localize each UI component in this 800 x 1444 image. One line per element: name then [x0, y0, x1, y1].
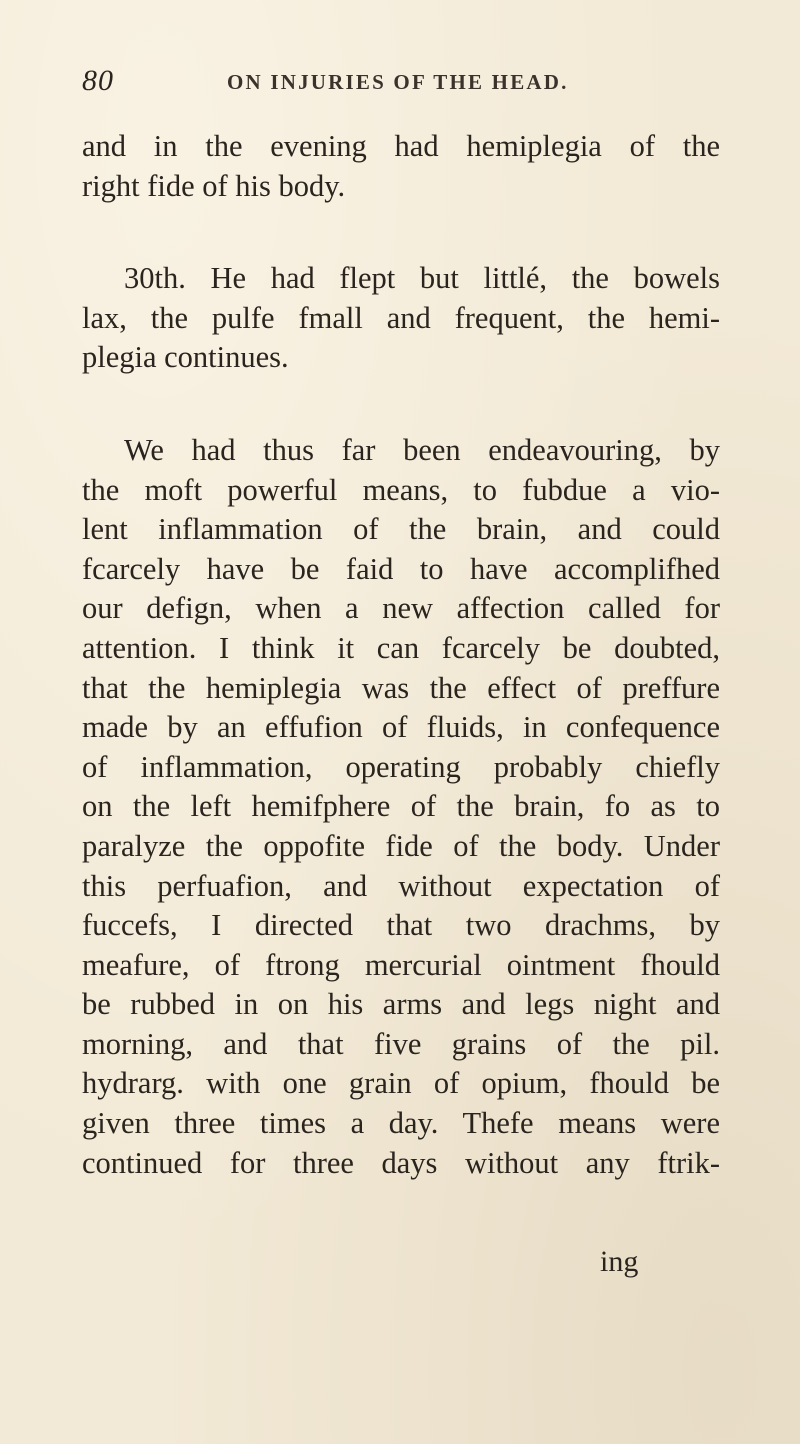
text-line: continued for three days without any ftrik-: [82, 1145, 720, 1180]
paragraph-1: [82, 127, 720, 206]
text-line: of inflammation, operating probably chiefly: [82, 749, 720, 784]
text-line: be rubbed in on his arms and legs night and: [82, 987, 720, 1022]
text-line: lent inflammation of the brain, and could: [82, 512, 720, 547]
text-line: our defign, when a new affection called for: [82, 591, 720, 626]
text-line: made by an effufion of fluids, in confequence: [82, 710, 720, 745]
paragraph-gap: [82, 206, 720, 259]
text-line: hydrarg. with one grain of opium, fhould be: [82, 1066, 720, 1101]
paragraph-2: [82, 259, 720, 378]
text-line: We had thus far been endeavouring, by: [124, 432, 720, 467]
page-header: [82, 58, 722, 98]
paragraph-gap: [82, 378, 720, 431]
text-line: given three times a day. Thefe means were: [82, 1106, 720, 1141]
page-number: 80: [82, 64, 114, 97]
text-line: plegia continues.: [82, 340, 289, 375]
text-line: this perfuafion, and without expectation of: [82, 868, 720, 903]
text-line: meafure, of ftrong mercurial ointment fhould: [82, 947, 720, 982]
body-text: [82, 127, 720, 1183]
text-line: that the hemiplegia was the effect of preffure: [82, 670, 720, 705]
text-line: 30th. He had flept but littlé, the bowels: [124, 261, 720, 296]
text-line: on the left hemifphere of the brain, fo as to: [82, 789, 720, 824]
text-line: morning, and that five grains of the pil.: [82, 1026, 720, 1061]
text-line: and in the evening had hemiplegia of the: [82, 129, 720, 163]
catchword: ing: [600, 1245, 639, 1278]
text-line: fcarcely have be faid to have accomplifhed: [82, 551, 720, 586]
running-head: ON INJURIES OF THE HEAD.: [227, 70, 569, 94]
text-line: the moft powerful means, to fubdue a vio-: [82, 472, 720, 507]
text-line: attention. I think it can fcarcely be doubted,: [82, 630, 720, 665]
text-line: fuccefs, I directed that two drachms, by: [82, 908, 720, 943]
text-line: right fide of his body.: [82, 168, 346, 203]
paragraph-3: [82, 431, 720, 1183]
text-line: lax, the pulfe fmall and frequent, the hemi-: [82, 300, 720, 335]
text-line: paralyze the oppofite fide of the body. Under: [82, 828, 720, 863]
